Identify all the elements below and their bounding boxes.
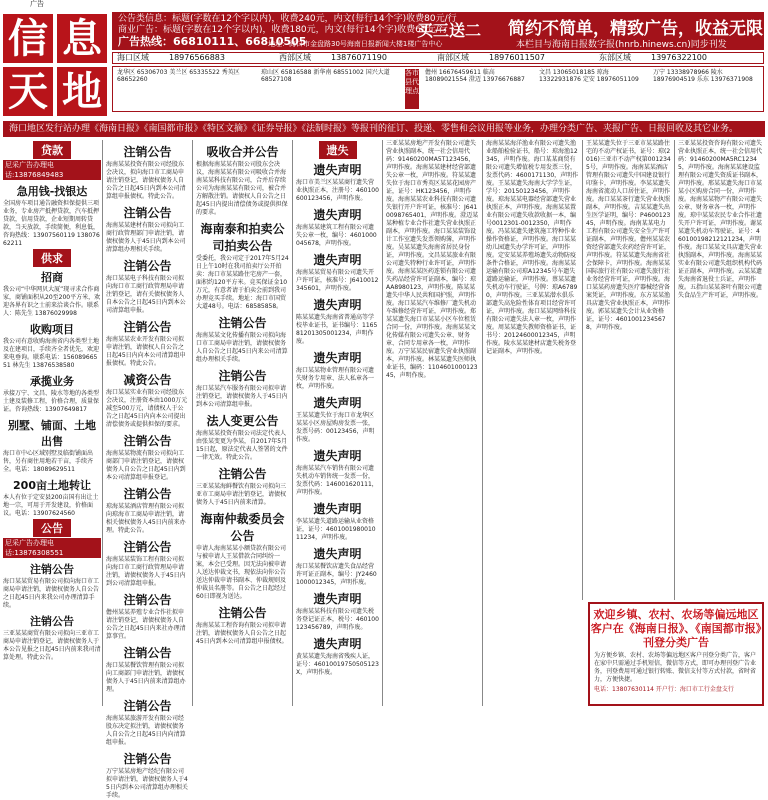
notice-heading: 遗失声明 xyxy=(313,502,362,516)
section-phone: 尼采广告办理电话:13876308551 xyxy=(3,538,101,558)
lost-notice-column xyxy=(674,140,766,600)
agent-info-col: 琼山区 65816588 新华南 68551002 国兴大道 68527108 xyxy=(261,69,390,83)
notice-body: 陈某某遗失海南省普通高等学校毕业证书，证书编号：116581201305001234，声明作废。 xyxy=(296,314,378,345)
notice-body: 黄某某遗失海南省残疾人证，证号：46010019750505123X，声明作废。 xyxy=(296,653,379,676)
logo-char: 信 xyxy=(3,14,53,63)
rural-ad-box xyxy=(588,602,764,706)
notice-body: 海南某某装饰工程有限公司拟向海口市工商行政管理局申请注销，请债权债务人于45日内到公司清算组申报。 xyxy=(106,556,186,587)
notice-heading: 遗失声明 xyxy=(313,449,362,463)
agent-info-col: 文昌 13065018185 琼海 13322931876 定安 18976051109 xyxy=(539,69,639,83)
section-phone: 尼采广告办理电话:13876849483 xyxy=(3,160,101,180)
notice-heading: 遗失声明 xyxy=(313,208,362,222)
header-sub: 本栏目与海南日报数字报(hnrb.hinews.cn)同步刊发 xyxy=(516,40,727,50)
notice-body: 海口某某汽车服务有限公司拟申请注销登记，请债权债务人于45日内到本公司清算组申报。 xyxy=(196,385,288,408)
header-address: 地址：海口市金盘路30号海南日报新闻大楼1楼广告中心 xyxy=(268,40,443,48)
section-header xyxy=(3,520,101,536)
notice-body: 受委托，我公司定于2017年5月24日上午10时在我司拍卖厅公开拍卖：海口市某某路住宅房产一套，面积约120平方米。竞买保证金10万元，有意者请于拍卖会前到我司办理竞买手续。地址：海口市国贸大道48号。电话：68585858。 xyxy=(196,255,289,310)
notice-body: 海南某某旅游开发有限公司经股东决定拟注销，请债权债务人自公告之日起45日内向清算组申报。 xyxy=(106,715,186,746)
notice-heading: 减资公告 xyxy=(123,373,172,387)
notice-heading: 遗失声明 xyxy=(313,396,362,410)
ad-title: 别墅、铺面、土地出售 xyxy=(8,419,96,448)
notice-body: 海南某某贸易有限公司遗失开户许可证，核准号：J6410012345601，声明作废。 xyxy=(296,269,379,292)
header-hotline: 广告热线：66810111、66810505 xyxy=(118,35,307,48)
logo-char: 地 xyxy=(57,67,107,116)
section-title: 贷款 xyxy=(33,141,71,159)
ad-body: 三亚某某商贸有限公司拟向三亚市工商局申请注销登记，请债权债务人于本公告见报之日起45日内前来我司清算处理。特此公告。 xyxy=(3,630,101,661)
ad-text: 为方便乡镇、农村、农场等偏远地区客户刊登分类广告，客户在家中只需通过手机短信，微信等方式，即可办理刊登广告业务，刊登费用可通过银行转账、微信支付等方式付款，省时省力，方便快捷。 xyxy=(594,652,757,683)
ad-title: 200亩土地转让 xyxy=(13,479,91,492)
ad-title: 招商 xyxy=(41,271,63,284)
notice-heading: 遗失声明 xyxy=(313,592,362,606)
notice-body: 三亚某某房地产开发有限公司遗失营业执照副本，统一社会信用代码：91460200MA5T123456，声明作废。海南某某建材经营部遗失公章一枚，声明作废。符某某遗失位于海口市秀英区某某花园房产证，证号：HK123456，声明作废。海南某某农业科技有限公司遗失银行开户许可证，核准号：J6410098765401，声明作废。澄迈某某种植专业合作社遗失营业执照正副本，声明作废。海口某某装饰设计工作室遗失发票领购簿，声明作废。吴某某遗失海南省居民身份证，声明作废。文昌某某旅业有限公司遗失特种行业许可证，声明作废。海南某某医药连锁有限公司遗失药品经营许可证副本，编号：琼AA8980123，声明作废。陈某某遗失中华人民共和国护照，声明作废。海口某某汽车维修厂遗失机动车维修经营许可证，声明作废。郑某某遗失海口市某某小区车位租赁合同一份，声明作废。海南某某文化传媒有限公司遗失公章、财务章、合同专用章各一枚，声明作废。万宁某某民宿遗失营业执照副本，声明作废。林某某遗失医师执业证书，编码：110460100012345，声明作废。 xyxy=(386,140,479,379)
notice-column xyxy=(192,140,292,706)
notice-heading: 遗失声明 xyxy=(313,298,362,312)
notice-body: 根据海南某某有限公司股东会决议，海南某某有限公司吸收合并海南某某科技有限公司，合并后存续公司为海南某某有限公司，被合并方解散注销。请债权人自公告之日起45日内提出清偿债务或提供担保的要求。 xyxy=(196,161,288,216)
header-promo: 买三送二 xyxy=(417,21,482,40)
section-header xyxy=(3,142,101,158)
header-banner xyxy=(112,12,764,50)
notice-heading: 注销公告 xyxy=(218,316,267,330)
branch-name: 东部区域 xyxy=(599,53,631,62)
branch-phone: 13976322100 xyxy=(651,53,707,62)
ad-title: 注销公告 xyxy=(30,615,74,628)
branch-phone-bar xyxy=(112,52,764,64)
section-title: 供求 xyxy=(33,249,71,267)
branch-name: 南部区域 xyxy=(437,53,469,62)
notice-body: 海南某某建筑工程有限公司遗失公章一枚，编号：4601000045678，声明作废。 xyxy=(296,224,377,247)
section-title: 公告 xyxy=(33,519,71,537)
notice-body: 海南某某海洋渔业有限公司遗失渔业船舶检验证书，船号：琼海渔12345，声明作废。海口某某商贸有限公司遗失增值税专用发票三份，发票代码：4600171130，声明作废。王某某遗失海南大学学生证，学号：20150123456，声明作废。琼海某某电器经营部遗失营业执照正本，声明作废。海南某某置业有限公司遗失收款收据一本，编号0012301-0012350，声明作废。冯某某遗失建筑施工特种作业操作资格证，声明作废。海口某某幼儿园遗失办学许可证，声明作废。定安某某养殖场遗失动物防疫条件合格证，声明作废。海南某某运输有限公司琼A12345号车遗失道路运输证，声明作废。蔡某某遗失机动车行驶证，号牌：琼A67890，声明作废。三亚某某潜水俱乐部遗失高危险性体育项目经营许可证，声明作废。海口某某网络科技有限公司遗失法人章一枚，声明作废。周某某遗失教师资格证书，证书号：20124600012345，声明作废。陵水某某建材店遗失税务登记证副本，声明作废。 xyxy=(486,140,579,355)
notice-heading: 注销公告 xyxy=(123,434,172,448)
header-rate-line: 商业广告：标题(字数在12个字以内)，收费180元，内文(每行14个字)收费60元/行 xyxy=(118,25,448,35)
notice-body: 海南某某工程咨询有限公司拟申请注销，请债权债务人自公告之日起45日内到本公司清算组申报债权。 xyxy=(196,622,288,645)
notice-heading: 注销公告 xyxy=(218,606,267,620)
ad-body: 我公司“中华网贝大厦”现寻求合作商家，商铺面积从20至200平方米，欢迎各界有识之士前来洽谈合作。联系人：陈先生 13876029998 xyxy=(3,286,101,317)
header-rate-line: 公告类信息：标题(字数在12个字以内)，收费240元，内文(每行14个字)收费80元/行 xyxy=(118,14,457,24)
notice-body: 海南某某科技有限公司遗失税务登记证正本，税号：460100123456789，声明作废。 xyxy=(296,608,379,631)
notice-heading: 注销公告 xyxy=(123,593,172,607)
ad-body: 海口市中心区域别墅及临街铺面出售，另有商住用地若干亩，手续齐全。电话：18089629511 xyxy=(3,450,94,473)
distribution-banner: 海口地区发行站办理《海南日报》《南国都市报》《特区文摘》《证券导报》《法制时报》等报刊的征订、投递、零售和会议用报等业务，办理分类广告、夹报广告、日报回收及其它业务。 xyxy=(3,121,765,137)
ad-title: 承揽业务 xyxy=(30,375,74,388)
notice-body: 海南某某文化传播有限公司拟向海口市工商局申请注销，请债权债务人自公告之日起45日内来公司清算组办理相关手续。 xyxy=(196,332,288,363)
notice-body: 海南某某投资有限公司法定代表人由张某变更为李某，自2017年5月15日起，原法定代表人签署的文件一律无效。特此公告。 xyxy=(196,430,288,461)
notice-body: 海南某某建材有限公司拟向工商行政管理部门申请注销，请债权债务人于45日内到本公司清算组办理相关手续。 xyxy=(106,222,186,253)
logo-block xyxy=(3,14,109,118)
notice-body: 海口某某餐饮店遗失食品经营许可证正副本，编号：JY24601000012345，声明作废。 xyxy=(296,563,377,586)
notice-heading: 遗失声明 xyxy=(313,547,362,561)
notice-body: 海口某某电子科技有限公司拟向海口市工商行政管理局申请注销登记，请有关债权债务人自本公告之日起45日内到本公司清算组申报。 xyxy=(106,275,186,314)
ad-title: 注销公告 xyxy=(30,563,74,576)
ad-body: 全国房车项目通告融资担保提供三项业务，专业房产抵押贷款，汽车抵押贷款，信用贷款，企业短期周转贷款，当天放款，手续简便，利息低，咨询热线：13907560119 13807662211 xyxy=(3,200,100,247)
notice-heading: 注销公告 xyxy=(218,369,267,383)
notice-body: 申请人海南某某小额贷款有限公司与被申请人王某借款合同纠纷一案，本会已受理。因无法向被申请人送达仲裁文书，现依法向你公告送达仲裁申请书副本、仲裁规则及仲裁员名册等。自公告之日起经过60日即视为送达。 xyxy=(196,545,287,600)
header-slogan: 简约不简单，精致广告，收益无限 xyxy=(508,19,763,39)
branch-phone: 18976011507 xyxy=(489,53,545,62)
notice-heading: 海南仲裁委员会公告 xyxy=(200,512,285,543)
branch-name: 西部区域 xyxy=(279,53,311,62)
notice-heading: 遗失声明 xyxy=(313,163,362,177)
notice-body: 李某某遗失道路运输从业资格证，证号：460100198001011234，声明作废。 xyxy=(296,518,376,541)
branch-phone: 18976566883 xyxy=(169,53,225,62)
notice-heading: 遗失声明 xyxy=(313,253,362,267)
notice-heading: 注销公告 xyxy=(218,467,267,481)
notice-heading: 注销公告 xyxy=(123,259,172,273)
notice-heading: 法人变更公告 xyxy=(206,414,279,428)
notice-heading: 海南泰和拍卖公司拍卖公告 xyxy=(200,222,285,253)
ad-body: 我公司有意收购海南省内各类型土地及在建项目，手续齐全者优先，欢迎来电垂询。联系电话：15608966551 林先生 13876538580 xyxy=(3,338,100,369)
ad-title: 急用钱-找银达 xyxy=(16,185,88,198)
notice-body: 海南某某汽车销售有限公司遗失机动车销售统一发票一份，发票代码：146001620111，声明作废。 xyxy=(296,465,378,496)
logo-char: 息 xyxy=(57,14,107,63)
logo-char: 天 xyxy=(3,67,53,116)
ad-title: 收购项目 xyxy=(30,323,74,336)
top-label-bar xyxy=(0,0,768,8)
lost-notice-column xyxy=(292,140,382,706)
ad-heading: 欢迎乡镇、农村、农场等偏远地区客户在《海南日报》、《南国都市报》刊登分类广告 xyxy=(590,608,762,649)
ad-body: 承接万宁、文昌、陵水等地的各类型土建及装修工程，价格合理，质量保证。咨询热线：13907649817 xyxy=(3,390,100,413)
notice-heading: 吸收合并公告 xyxy=(206,145,279,159)
notice-heading: 遗失声明 xyxy=(313,351,362,365)
section-header xyxy=(3,250,101,266)
ad-body: 本人有位于定安县200亩国有出让土地一宗，可用于开发建设，价格面议。电话：13907624560 xyxy=(3,494,99,517)
notice-body: 海口市美兰区某某商行遗失营业执照正本，注册号：460100600123456，声明作废。 xyxy=(296,179,379,202)
notice-heading: 注销公告 xyxy=(123,206,172,220)
notice-body: 海口某某实业有限公司经股东会决议，注册资本由1000万元减至500万元，请债权人于公告之日起45日内向本公司提出清偿债务或提供担保的要求。 xyxy=(106,389,188,428)
notice-body: 海口某某餐饮管理有限公司拟向工商部门申请注销，请债权债务人于45日内前来清算组办理。 xyxy=(106,662,186,693)
notice-heading: 遗失声明 xyxy=(313,637,362,651)
notice-column xyxy=(102,140,192,799)
notice-heading: 注销公告 xyxy=(123,487,172,501)
notice-heading: 注销公告 xyxy=(123,699,172,713)
notice-heading: 注销公告 xyxy=(123,540,172,554)
notice-body: 海口某某物业管理有限公司遗失财务专用章、法人私章各一枚，声明作废。 xyxy=(296,367,375,390)
classified-left-column xyxy=(3,140,101,708)
notice-heading: 注销公告 xyxy=(123,320,172,334)
notice-heading: 注销公告 xyxy=(123,752,172,766)
ad-phone: 电话：13807630114 开户行：海口市工行金盘支行 xyxy=(594,686,734,693)
branch-phone: 13876071190 xyxy=(331,53,387,62)
notice-body: 海南某某农业开发有限公司拟申请注销，请债权人自公告之日起45日内向本公司清算组申报债权。特此公告。 xyxy=(106,336,186,367)
notice-body: 琼海某某酒店管理有限公司拟向琼海市工商局申请注销，请相关债权债务人45日内前来办理。特此公告。 xyxy=(106,503,186,534)
lost-notice-column xyxy=(482,140,582,706)
notice-body: 海南某某投资有限公司经股东会决议，拟向海口市工商局申请注销登记，请债权债务人自公告之日起45日内到本公司清算组申报债权。特此公告。 xyxy=(106,161,186,200)
top-label: 广告 xyxy=(30,0,44,8)
notice-body: 海南某某物流有限公司拟向工商部门申请注销登记，请债权债务人自公告之日起45日内到本公司清算组申报登记。 xyxy=(106,450,186,481)
notice-heading: 注销公告 xyxy=(123,145,172,159)
lost-notice-column xyxy=(582,140,674,600)
agent-info-col: 龙华区 65306703 美兰区 65335522 秀英区 68652260 xyxy=(117,69,240,83)
notice-body: 万宁某某房地产经纪有限公司拟申请注销，请债权债务人于45日内到本公司清算组办理相关手续。 xyxy=(106,768,188,799)
agent-info-col: 万宁 13338978966 陵水 18976904519 乐东 13976371908 xyxy=(653,69,753,83)
notice-heading: 注销公告 xyxy=(123,646,172,660)
notice-body: 三亚某某投资咨询有限公司遗失营业执照正本，统一社会信用代码：91460200MA5RC12345，声明作废。海南某某建设监理有限公司遗失资质证书副本，声明作废。邢某某遗失海口市某某小区购房合同一份，声明作废。海南某某物产有限公司遗失公章、财务章各一枚，声明作废。琼中某某农民专业合作社遗失开户许可证，声明作废。谢某某遗失机动车驾驶证，证号：460100198212121234，声明作废。海口某某文具店遗失营业执照副本，声明作废。海南某某实业有限公司遗失组织机构代码证正副本，声明作废。云某某遗失海南省退役士兵证，声明作废。五指山某某茶叶有限公司遗失食品生产许可证，声明作废。 xyxy=(678,140,763,299)
notice-body: 王某某遗失位于三亚市某某路住宅的不动产权证书，证号：琼(2016)三亚市不动产权第0012345号，声明作废。海南某某酒店管理有限公司遗失中国建设银行印鉴卡，声明作废。李某某遗失海南省流动人口居住证，声明作废。海口某某茶行遗失营业执照副本，声明作废。吉某某遗失出生医学证明，编号：P460012345，声明作废。海南某某电力工程有限公司遗失安全生产许可证副本，声明作废。儋州某某农资经营部遗失农药经营许可证，声明作废。符某某遗失海南省社会保障卡，声明作废。海南某某国际旅行社有限公司遗失旅行社业务经营许可证，声明作废。海口某某药房遗失医疗器械经营备案凭证，声明作废。东方某某渔具店遗失营业执照正本，声明作废。郭某某遗失会计从业资格证，证号：46010012345678，声明作废。 xyxy=(586,140,671,331)
lost-notice-column xyxy=(382,140,482,706)
notice-body: 三亚某某海鲜餐饮有限公司拟向三亚市工商局申请注销登记，请债权债务人于45日内前来清算。 xyxy=(196,483,287,506)
agent-red-tag: 各市县代理点 xyxy=(405,69,419,109)
agent-info-col: 儋州 16676459611 临高 18089021554 澄迈 13976676887 xyxy=(425,69,525,83)
agent-info-box xyxy=(112,66,764,112)
branch-name: 海口区域 xyxy=(117,53,149,62)
notice-body: 王某某遗失位于海口市龙华区某某小区房屋购房发票一张，发票号码：00123456，声明作废。 xyxy=(296,412,375,443)
section-header: 遗失 xyxy=(296,142,379,158)
ad-body: 海口某某贸易有限公司拟向海口市工商局申请注销，请债权债务人自公告之日起45日内来我公司办理清算手续。 xyxy=(3,578,100,609)
notice-body: 儋州某某养殖专业合作社拟申请注销登记，请债权债务人自公告之日起45日内来社办理清算事宜。 xyxy=(106,609,186,640)
